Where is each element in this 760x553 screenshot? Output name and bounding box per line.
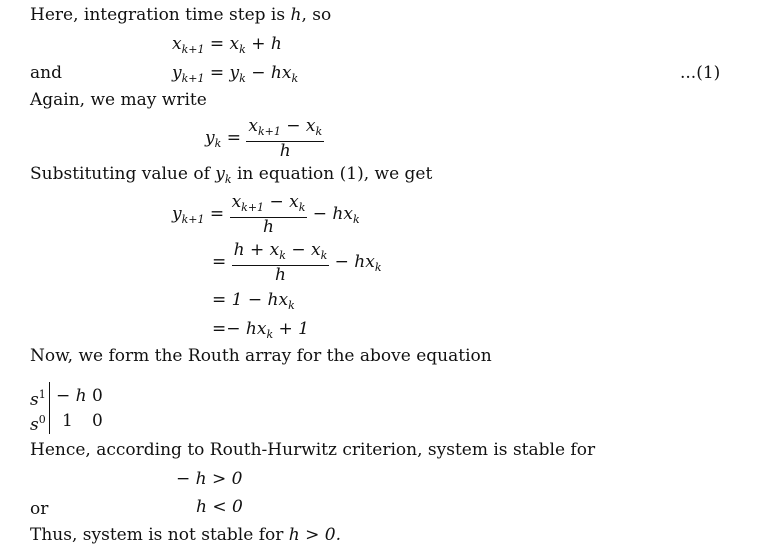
routh-r2c2: 0 [92, 411, 103, 431]
routh-intro: Now, we form the Routh array for the above equation [30, 346, 492, 366]
fraction: $\frac{x_{k+1} - x_k}{h}$ [248, 116, 323, 161]
equation-step-4: =− $hx_k + 1$ [212, 319, 309, 341]
equation-yk-fraction: $y_k$ = $\frac{x_{k+1} - x_k}{h}$ [205, 116, 323, 161]
equation-step-2: = $\frac{h + x_k - x_k}{h}$ − $hx_k$ [212, 240, 382, 285]
again-text: Again, we may write [30, 90, 207, 110]
routh-divider [49, 382, 50, 434]
equation-substituted: $y_{k+1}$ = $\frac{x_{k+1} - x_k}{h}$ − $hx_k$ [172, 192, 360, 237]
equation-x-update: $x_{k+1} = x_k + h$ [172, 34, 282, 56]
routh-row-s1-label: $s^1$ [30, 388, 46, 410]
and-label: and [30, 63, 62, 83]
routh-row-s0-label: $s^0$ [30, 413, 46, 435]
condition-2: h < 0 [196, 497, 243, 517]
routh-r1c1: − h [56, 386, 87, 406]
or-label: or [30, 499, 49, 519]
intro-line: Here, integration time step is h, so [30, 5, 332, 25]
equation-y-update: $y_{k+1} = y_k - hx_k$ [172, 63, 299, 85]
hence-text: Hence, according to Routh-Hurwitz criterion, system is stable for [30, 440, 596, 460]
routh-r1c2: 0 [92, 386, 103, 406]
equation-step-3: = $1 - hx_k$ [212, 290, 295, 312]
fraction: $\frac{x_{k+1} - x_k}{h}$ [231, 192, 306, 237]
routh-r2c1: 1 [62, 411, 73, 431]
fraction: $\frac{h + x_k - x_k}{h}$ [233, 240, 328, 285]
conclusion: Thus, system is not stable for h > 0. [30, 525, 341, 545]
equation-number: ...(1) [680, 63, 721, 83]
condition-1: − h > 0 [176, 469, 243, 489]
substituting-text: Substituting value of $y_k$ in equation (1), we get [30, 164, 433, 186]
